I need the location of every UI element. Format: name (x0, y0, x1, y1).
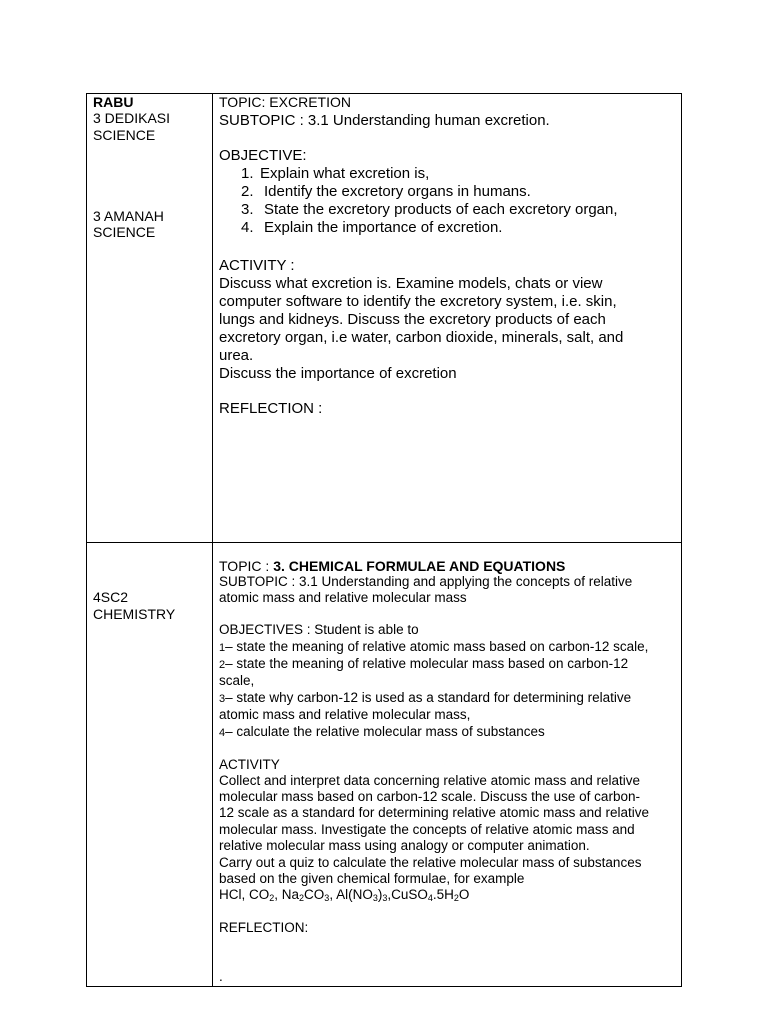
objective-text: State the excretory products of each excretory organ, (264, 201, 618, 218)
objective-text: scale, (219, 672, 255, 688)
objective-number: 3. (241, 201, 254, 218)
objective-text: atomic mass and relative molecular mass, (219, 706, 471, 722)
formula-text: ) (377, 886, 383, 902)
formula-subscript: 2 (299, 892, 305, 903)
topic-title: TOPIC: EXCRETION (219, 94, 351, 110)
objective-number: 3 (219, 692, 226, 705)
class-cell-chemistry (87, 542, 213, 987)
topic-title (219, 558, 565, 574)
lesson-content-science (213, 94, 682, 543)
activity-line: 12 scale as a standard for determining relative atomic mass and relative (219, 804, 649, 820)
formula-text: ,CuSO (387, 886, 428, 902)
formula-text: , Al(NO (329, 886, 373, 902)
formula-subscript: 2 (269, 892, 275, 903)
class-name: 4SC2 (93, 588, 129, 605)
activity-line: computer software to identify the excretory system, i.e. skin, (219, 293, 617, 310)
class-name: 3 AMANAH (93, 208, 164, 224)
objective-line (219, 673, 254, 689)
activity-line: based on the given chemical formulae, for example (219, 870, 525, 886)
class-name: 3 DEDIKASI (93, 110, 171, 126)
formula-text: CO (304, 886, 325, 902)
objective-item (241, 201, 681, 219)
objective-text: – state the meaning of relative molecular mass based on carbon-12 (225, 655, 629, 671)
objective-item (241, 219, 681, 237)
objective-item (241, 165, 681, 183)
objective-number: 1 (219, 641, 226, 654)
formula-text: O (458, 886, 470, 902)
objective-number: 4 (219, 726, 226, 739)
objective-item (241, 183, 681, 201)
objective-number: 2. (241, 183, 254, 200)
chemical-formula-examples (219, 887, 469, 904)
objective-text: Explain the importance of excretion. (264, 219, 503, 236)
objective-text: Identify the excretory organs in humans. (264, 183, 531, 200)
formula-subscript: 3 (324, 892, 330, 903)
objective-line (219, 690, 631, 707)
formula-subscript: 3 (372, 892, 378, 903)
reflection-heading: REFLECTION: (219, 919, 309, 935)
activity-line: excretory organ, i.e water, carbon dioxide, minerals, salt, and (219, 329, 624, 346)
activity-line: Collect and interpret data concerning relative atomic mass and relative (219, 772, 640, 788)
reflection-heading: REFLECTION : (219, 400, 323, 417)
formula-subscript: 3 (382, 892, 388, 903)
activity-line: relative molecular mass using analogy or computer animation. (219, 837, 590, 853)
subtopic-line: atomic mass and relative molecular mass (219, 589, 467, 605)
activity-line: Discuss the importance of excretion (219, 365, 457, 382)
trailing-dot: . (219, 968, 223, 984)
lesson-content-chemistry (213, 542, 682, 987)
objective-text: – calculate the relative molecular mass of substances (225, 723, 545, 739)
formula-text: , Na (274, 886, 300, 902)
subject-name: SCIENCE (93, 127, 156, 143)
topic-prefix: TOPIC : (219, 557, 274, 574)
formula-text: .5H (432, 886, 454, 902)
day-label: RABU (93, 94, 134, 110)
objective-list (241, 165, 681, 237)
activity-line: urea. (219, 347, 254, 364)
class-cell-science (87, 94, 213, 543)
formula-subscript: 2 (453, 892, 459, 903)
objective-heading: OBJECTIVE: (219, 147, 307, 164)
subtopic: SUBTOPIC : 3.1 Understanding human excretion. (219, 112, 550, 129)
objective-line (219, 656, 628, 673)
objective-number: 1. (241, 165, 254, 182)
activity-heading: ACTIVITY : (219, 257, 295, 274)
activity-line: Discuss what excretion is. Examine models, chats or view (219, 275, 603, 292)
objective-text: – state the meaning of relative atomic mass based on carbon-12 scale, (225, 638, 649, 654)
activity-heading: ACTIVITY (219, 756, 280, 772)
objective-line (219, 724, 545, 741)
lesson-plan-table (86, 93, 682, 987)
subject-name: SCIENCE (93, 224, 156, 240)
topic-name: 3. CHEMICAL FORMULAE AND EQUATIONS (273, 557, 566, 574)
objective-number: 4. (241, 219, 254, 236)
subject-name: CHEMISTRY (93, 605, 176, 622)
objective-line (219, 707, 470, 723)
lesson-row-chemistry (87, 542, 682, 987)
formula-subscript: 4 (427, 892, 433, 903)
objectives-heading: OBJECTIVES : Student is able to (219, 621, 419, 637)
activity-line: molecular mass. Investigate the concepts of relative atomic mass and (219, 821, 635, 837)
activity-line: molecular mass based on carbon-12 scale. Discuss the use of carbon- (219, 788, 640, 804)
activity-line: lungs and kidneys. Discuss the excretory products of each (219, 311, 606, 328)
objective-number: 2 (219, 658, 226, 671)
objective-text: – state why carbon-12 is used as a standard for determining relative (225, 689, 632, 705)
activity-line: Carry out a quiz to calculate the relative molecular mass of substances (219, 854, 642, 870)
formula-text: HCl, CO (219, 886, 270, 902)
lesson-row-science (87, 94, 682, 543)
subtopic-line: SUBTOPIC : 3.1 Understanding and applying the concepts of relative (219, 573, 633, 589)
objective-line (219, 639, 648, 656)
objective-text: Explain what excretion is, (260, 165, 430, 182)
